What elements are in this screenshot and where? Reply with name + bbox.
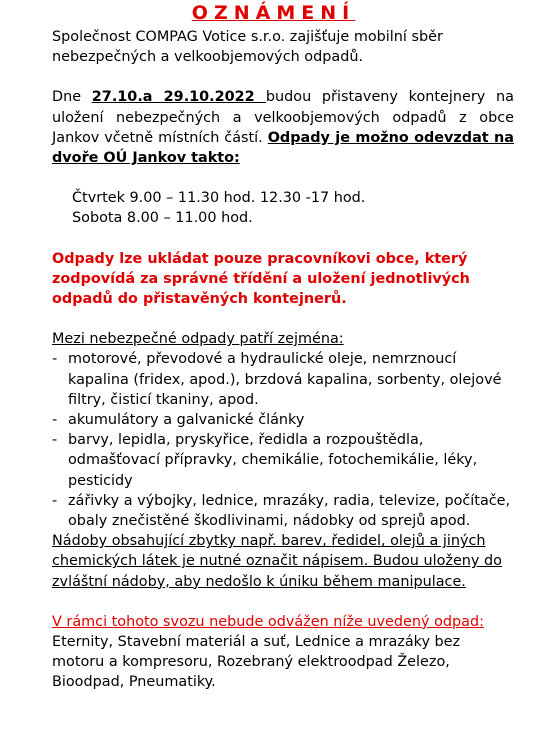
hazardous-waste-list (52, 349, 514, 531)
list-item (52, 349, 514, 410)
spacer (52, 592, 514, 612)
drop-off-instruction: Odpady je možno odevzdat na dvoře OÚ Jankov takto: (52, 129, 514, 167)
dates-description: budou přistaveny kontejnery na uložení nebezpečných a velkoobjemových odpadů z obce Jankov včetně místních částí. (52, 89, 514, 146)
list-item-text: akumulátory a galvanické články (68, 412, 305, 429)
collection-dates-paragraph (52, 87, 514, 168)
handover-notice: Odpady lze ukládat pouze pracovníkovi obce, který zodpovídá za správné třídění a uložení jednotlivých odpadů do přistavěných kontejnerů. (52, 250, 470, 308)
hours-saturday: Sobota 8.00 – 11.00 hod. (72, 210, 253, 227)
list-item-text: motorové, převodové a hydraulické oleje, nemrznoucí kapalina (fridex, apod.), brzdová kapalina, sorbenty, olejové filtry, čisticí tkaniny, apod. (68, 351, 502, 408)
container-labeling-note: Nádoby obsahující zbytky např. barev, ředidel, olejů a jiných chemických látek je nutné označit nápisem. Budou uloženy do zvláštní nádoby, aby nedošlo k úniku během manipulace. (52, 533, 502, 590)
list-dash: - (52, 412, 58, 429)
dates-prefix: Dne (52, 89, 92, 106)
spacer (52, 229, 514, 249)
excluded-waste-heading: V rámci tohoto svozu nebude odvážen níže uvedený odpad: (52, 613, 484, 630)
list-item-text: barvy, lepidla, pryskyřice, ředidla a rozpouštědla, odmašťovací přípravky, chemikálie, fotochemikálie, léky, pesticidy (68, 432, 478, 489)
intro-paragraph: Společnost COMPAG Votice s.r.o. zajišťuje mobilní sběr nebezpečných a velkoobjemových odpadů. (52, 29, 443, 66)
list-item (52, 410, 514, 430)
list-item-text: zářivky a výbojky, lednice, mrazáky, radia, televize, počítače, obaly znečistěné škodlivinami, nádobky od sprejů apod. (68, 492, 511, 530)
list-item (52, 430, 514, 491)
hazardous-waste-heading: Mezi nebezpečné odpady patří zejména: (52, 331, 344, 348)
announcement-body (52, 27, 514, 693)
spacer (52, 309, 514, 329)
list-dash: - (52, 351, 58, 368)
opening-hours (52, 188, 514, 228)
hours-thursday: Čtvrtek 9.00 – 11.30 hod. 12.30 -17 hod. (72, 190, 366, 207)
list-dash: - (52, 432, 58, 449)
list-item (52, 491, 514, 531)
collection-dates: 27.10.a 29.10.2022 (91, 89, 266, 106)
spacer (52, 168, 514, 188)
page-title: OZNÁMENÍ (191, 2, 356, 24)
excluded-waste-text: Eternity, Stavební materiál a suť, Lednice a mrazáky bez motoru a kompresoru, Rozebraný elektroodpad Železo, Bioodpad, Pneumatiky. (52, 634, 461, 691)
spacer (52, 67, 514, 87)
list-dash: - (52, 492, 58, 509)
